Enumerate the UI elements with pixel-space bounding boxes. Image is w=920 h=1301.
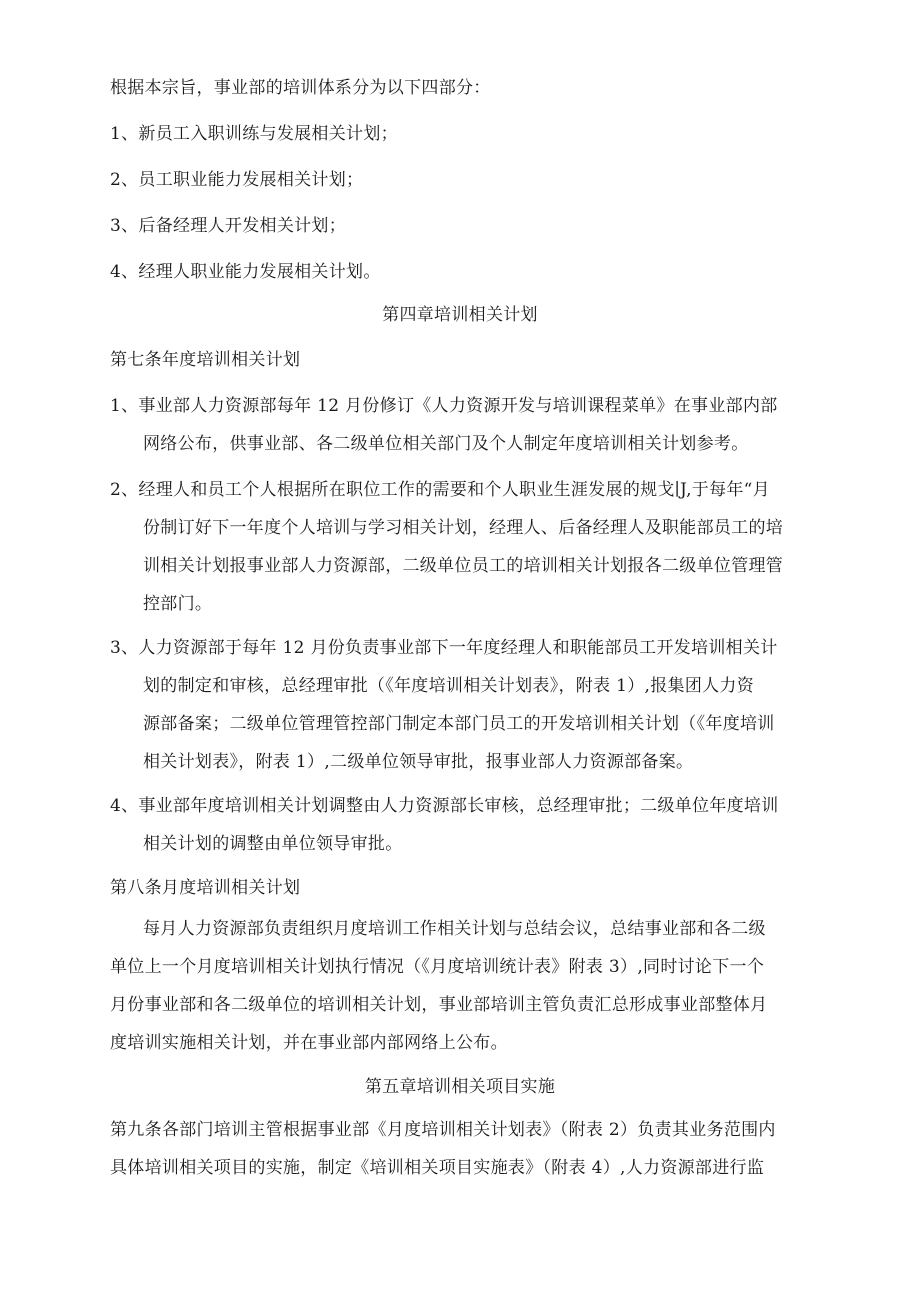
paragraph-line: 1、事业部人力资源部每年 12 月份修订《人力资源开发与培训课程菜单》在事业部内部 bbox=[110, 396, 778, 416]
paragraph-line: 划的制定和审核，总经理审批（《年度培训相关计划表》，附表 1）,报集团人力资 bbox=[143, 676, 755, 696]
paragraph-line: 网络公布，供事业部、各二级单位相关部门及个人制定年度培训相关计划参考。 bbox=[143, 434, 749, 454]
paragraph-line: 源部备案；二级单位管理管控部门制定本部门员工的开发培训相关计划（《年度培训 bbox=[143, 714, 775, 734]
chapter-heading: 第四章培训相关计划 bbox=[382, 305, 538, 325]
paragraph-line: 单位上一个月度培训相关计划执行情况（《月度培训统计表》附表 3）,同时讨论下一个 bbox=[110, 957, 765, 977]
paragraph-line: 第九条各部门培训主管根据事业部《月度培训相关计划表》（附表 2）负责其业务范围内 bbox=[110, 1120, 776, 1140]
paragraph-line: 相关计划表》，附表 1）,二级单位领导审批，报事业部人力资源部备案。 bbox=[143, 752, 694, 772]
article-heading: 第八条月度培训相关计划 bbox=[110, 878, 301, 898]
paragraph-line: 度培训实施相关计划，并在事业部内部网络上公布。 bbox=[110, 1033, 508, 1053]
list-item: 4、经理人职业能力发展相关计划。 bbox=[110, 262, 381, 282]
paragraph-line: 3、人力资源部于每年 12 月份负责事业部下一年度经理人和职能部员工开发培训相关计 bbox=[110, 638, 778, 658]
paragraph-line: 控部门。 bbox=[143, 594, 213, 614]
paragraph-line: 月份事业部和各二级单位的培训相关计划，事业部培训主管负责汇总形成事业部整体月 bbox=[110, 995, 768, 1015]
list-item: 2、员工职业能力发展相关计划； bbox=[110, 170, 364, 190]
list-item: 3、后备经理人开发相关计划； bbox=[110, 216, 347, 236]
chapter-heading: 第五章培训相关项目实施 bbox=[364, 1077, 556, 1097]
paragraph-line: 2、经理人和员工个人根据所在职位工作的需要和个人职业生涯发展的规戈∣J,于每年“月 bbox=[110, 480, 770, 500]
article-heading: 第七条年度培训相关计划 bbox=[110, 350, 301, 370]
paragraph-line: 相关计划的调整由单位领导审批。 bbox=[143, 834, 403, 854]
paragraph-line: 4、事业部年度培训相关计划调整由人力资源部长审核，总经理审批；二级单位年度培训 bbox=[110, 796, 779, 816]
paragraph-line: 每月人力资源部负责组织月度培训工作相关计划与总结会议，总结事业部和各二级 bbox=[143, 919, 766, 939]
list-item: 1、新员工入职训练与发展相关计划； bbox=[110, 124, 398, 144]
paragraph-line: 具体培训相关项目的实施，制定《培训相关项目实施表》（附表 4）,人力资源部进行监 bbox=[110, 1158, 765, 1178]
intro-paragraph: 根据本宗旨，事业部的培训体系分为以下四部分： bbox=[110, 78, 491, 98]
paragraph-line: 份制订好下一年度个人培训与学习相关计划，经理人、后备经理人及职能部员工的培 bbox=[143, 518, 784, 538]
paragraph-line: 训相关计划报事业部人力资源部，二级单位员工的培训相关计划报各二级单位管理管 bbox=[143, 556, 784, 576]
